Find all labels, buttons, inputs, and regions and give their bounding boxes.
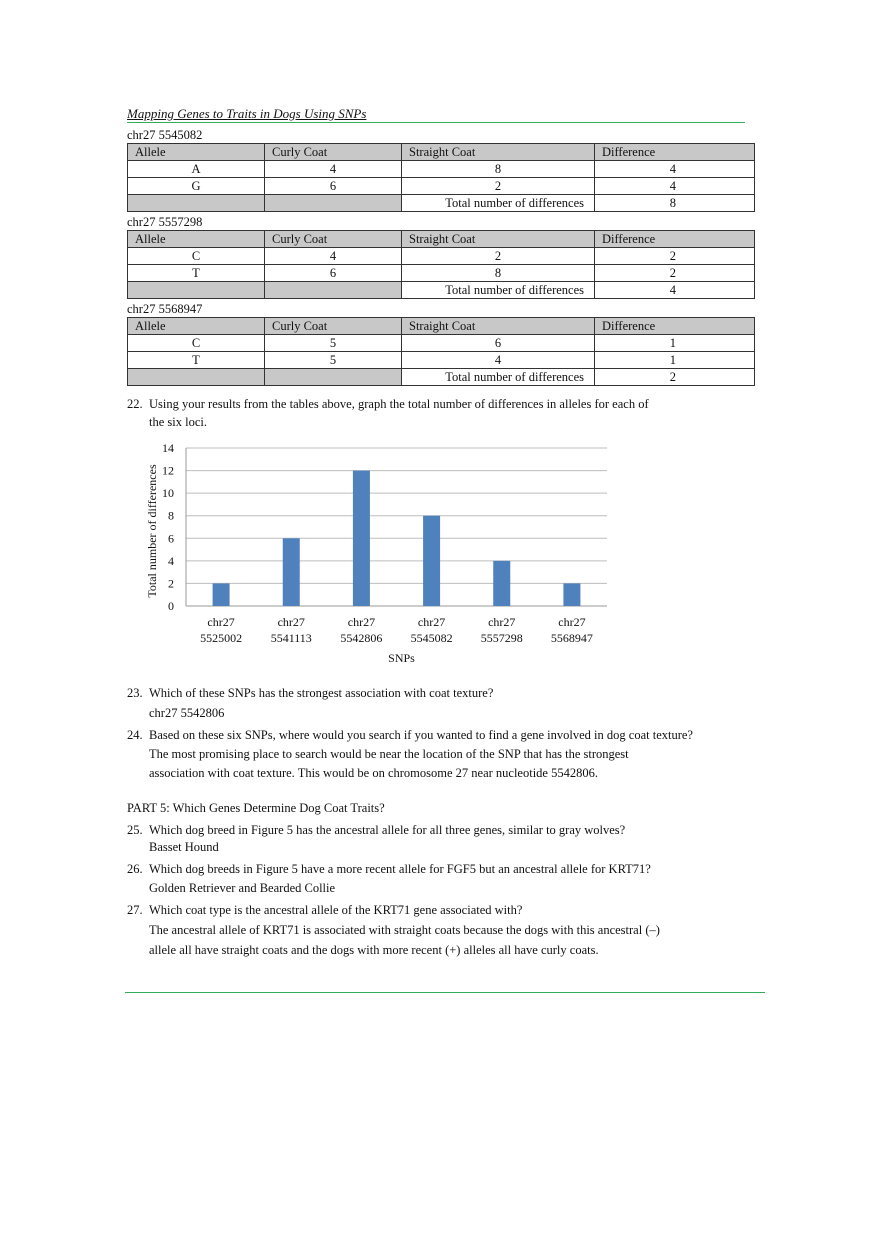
y-axis-label: Total number of differences [145,464,159,598]
question-text: the six loci. [149,415,207,429]
straight-count-cell: 2 [402,178,595,195]
x-tick-label: 5568947 [550,631,593,645]
question-number: 24. [127,728,143,742]
table-row [128,248,755,265]
footer-divider [125,992,765,993]
bar [423,516,440,606]
table-row [128,178,755,195]
x-tick-label: 5542806 [340,631,383,645]
empty-cell [128,369,265,386]
column-header: Allele [128,144,265,161]
bar [283,538,300,606]
table-row [128,265,755,282]
x-tick-label: chr27 [347,615,376,629]
column-header: Difference [595,318,755,335]
snp-table [127,230,755,299]
table-row [128,335,755,352]
column-header: Difference [595,231,755,248]
empty-cell [265,195,402,212]
column-header: Straight Coat [402,231,595,248]
bar [213,583,230,606]
y-tick-label: 8 [168,508,174,523]
table-row [128,352,755,369]
answer-text: allele all have straight coats and the dogs with more recent (+) alleles all have curly coats. [149,943,599,957]
empty-cell [265,282,402,299]
y-tick-label: 2 [168,576,174,591]
x-tick-label: chr27 [207,615,235,629]
difference-cell: 1 [595,335,755,352]
section-heading: PART 5: Which Genes Determine Dog Coat Traits? [127,801,385,815]
curly-count-cell: 5 [265,352,402,369]
x-tick-label: 5545082 [410,631,453,645]
x-tick-label: 5541113 [270,631,312,645]
total-value-cell: 8 [595,195,755,212]
curly-count-cell: 6 [265,265,402,282]
difference-cell: 2 [595,248,755,265]
column-header: Curly Coat [265,318,402,335]
answer-text: The ancestral allele of KRT71 is associated with straight coats because the dogs with this ancestral (–) [149,923,660,937]
table-header-row [128,318,755,335]
y-tick-label: 12 [162,463,174,478]
difference-cell: 4 [595,178,755,195]
snp-table-block [127,215,754,299]
empty-cell [265,369,402,386]
question-text: Using your results from the tables above, graph the total number of differences in alleles for each of [149,397,649,411]
y-tick-label: 10 [162,486,174,501]
differences-bar-chart [0,430,880,710]
question-text: Which of these SNPs has the strongest association with coat texture? [149,686,494,700]
curly-count-cell: 6 [265,178,402,195]
snp-table-label: chr27 5568947 [127,302,203,316]
column-header: Difference [595,144,755,161]
snp-table-label: chr27 5557298 [127,215,203,229]
question-number: 26. [127,862,143,876]
y-tick-label: 4 [168,553,174,568]
straight-count-cell: 4 [402,352,595,369]
question-text: Which dog breeds in Figure 5 have a more recent allele for FGF5 but an ancestral allele for KRT71? [149,862,651,876]
x-tick-label: 5557298 [480,631,523,645]
snp-table [127,143,755,212]
question-text: Which coat type is the ancestral allele of the KRT71 gene associated with? [149,903,523,917]
difference-cell: 4 [595,161,755,178]
table-row [128,161,755,178]
x-tick-label: 5525002 [200,631,243,645]
allele-cell: T [128,265,265,282]
table-header-row [128,144,755,161]
bar [493,561,510,606]
straight-count-cell: 2 [402,248,595,265]
curly-count-cell: 4 [265,248,402,265]
y-tick-label: 0 [168,599,174,613]
column-header: Allele [128,318,265,335]
difference-cell: 2 [595,265,755,282]
question-text: Which dog breed in Figure 5 has the ancestral allele for all three genes, similar to gray wolves? [149,823,626,837]
allele-cell: C [128,248,265,265]
x-tick-label: chr27 [488,615,516,629]
answer-text: association with coat texture. This would be on chromosome 27 near nucleotide 5542806. [149,766,598,780]
allele-cell: C [128,335,265,352]
page-header [127,106,745,123]
snp-table [127,317,755,386]
page-title: Mapping Genes to Traits in Dogs Using SNPs [127,106,367,121]
allele-cell: A [128,161,265,178]
column-header: Curly Coat [265,231,402,248]
column-header: Allele [128,231,265,248]
x-axis-label: SNPs [388,651,415,665]
column-header: Straight Coat [402,318,595,335]
question-text: Based on these six SNPs, where would you search if you wanted to find a gene involved in dog coat texture? [149,728,693,742]
y-tick-label: 6 [168,531,174,546]
total-label-cell: Total number of differences [402,282,595,299]
straight-count-cell: 8 [402,265,595,282]
total-value-cell: 2 [595,369,755,386]
column-header: Curly Coat [265,144,402,161]
x-tick-label: chr27 [277,615,305,629]
table-total-row [128,195,755,212]
x-tick-label: chr27 [417,615,446,629]
snp-table-block [127,302,754,386]
table-header-row [128,231,755,248]
total-label-cell: Total number of differences [402,195,595,212]
straight-count-cell: 8 [402,161,595,178]
total-value-cell: 4 [595,282,755,299]
question-number: 23. [127,686,143,700]
curly-count-cell: 5 [265,335,402,352]
straight-count-cell: 6 [402,335,595,352]
question-number: 27. [127,903,143,917]
snp-table-label: chr27 5545082 [127,128,203,142]
allele-cell: G [128,178,265,195]
total-label-cell: Total number of differences [402,369,595,386]
table-total-row [128,282,755,299]
answer-text: The most promising place to search would be near the location of the SNP that has the strongest [149,747,629,761]
y-tick-label: 14 [162,441,174,455]
bar [563,583,580,606]
question-number: 22. [127,397,143,411]
question-number: 25. [127,823,143,837]
difference-cell: 1 [595,352,755,369]
answer-text: chr27 5542806 [149,706,225,720]
answer-text: Golden Retriever and Bearded Collie [149,881,336,895]
empty-cell [128,195,265,212]
allele-cell: T [128,352,265,369]
empty-cell [128,282,265,299]
snp-table-block [127,128,754,212]
column-header: Straight Coat [402,144,595,161]
curly-count-cell: 4 [265,161,402,178]
answer-text: Basset Hound [149,840,219,854]
x-tick-label: chr27 [558,615,586,629]
table-total-row [128,369,755,386]
bar [353,471,370,606]
